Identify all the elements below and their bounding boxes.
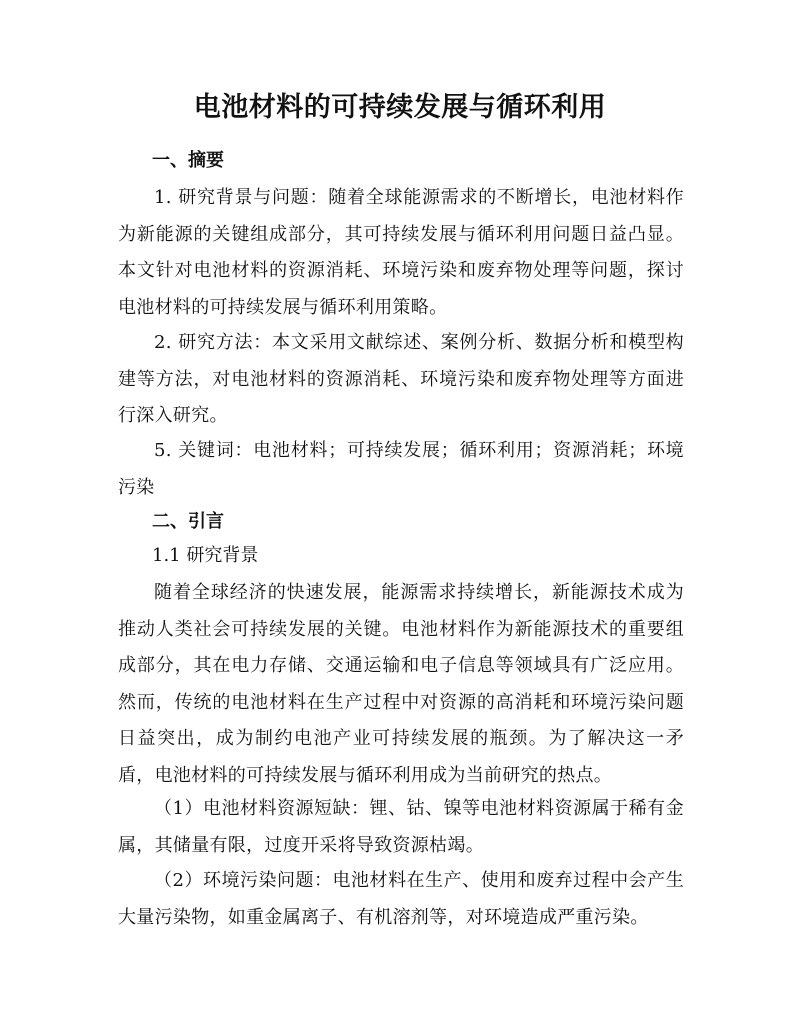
section-heading-abstract: 一、摘要: [152, 150, 224, 171]
abstract-paragraph-keywords: 5. 关键词：电池材料；可持续发展；循环利用；资源消耗；环境污染: [118, 440, 684, 498]
section-heading-introduction: 二、引言: [152, 511, 224, 532]
intro-paragraph-pollution: （2）环境污染问题：电池材料在生产、使用和废弃过程中会产生大量污染物，如重金属离子、有机溶剂等，对环境造成严重污染。: [118, 870, 684, 928]
intro-paragraph-resource-shortage: （1）电池材料资源短缺：锂、钴、镍等电池材料资源属于稀有金属，其储量有限，过度开采将导致资源枯竭。: [118, 798, 684, 856]
intro-paragraph-background: 随着全球经济的快速发展，能源需求持续增长，新能源技术成为推动人类社会可持续发展的关键。电池材料作为新能源技术的重要组成部分，其在电力存储、交通运输和电子信息等领域具有广泛应用。然而，传统的电池材料在生产过程中对资源的高消耗和环境污染问题日益突出，成为制约电池产业可持续发展的瓶颈。为了解决这一矛盾，电池材料的可持续发展与循环利用成为当前研究的热点。: [118, 582, 684, 786]
abstract-paragraph-methods: 2. 研究方法：本文采用文献综述、案例分析、数据分析和模型构建等方法，对电池材料的资源消耗、环境污染和废弃物处理等方面进行深入研究。: [118, 332, 684, 426]
abstract-paragraph-background: 1. 研究背景与问题：随着全球能源需求的不断增长，电池材料作为新能源的关键组成部分，其可持续发展与循环利用问题日益凸显。本文针对电池材料的资源消耗、环境污染和废弃物处理等问题，探讨电池材料的可持续发展与循环利用策略。: [118, 187, 684, 318]
document-title: 电池材料的可持续发展与循环利用: [193, 92, 607, 123]
subsection-heading-background: 1.1 研究背景: [152, 545, 259, 566]
